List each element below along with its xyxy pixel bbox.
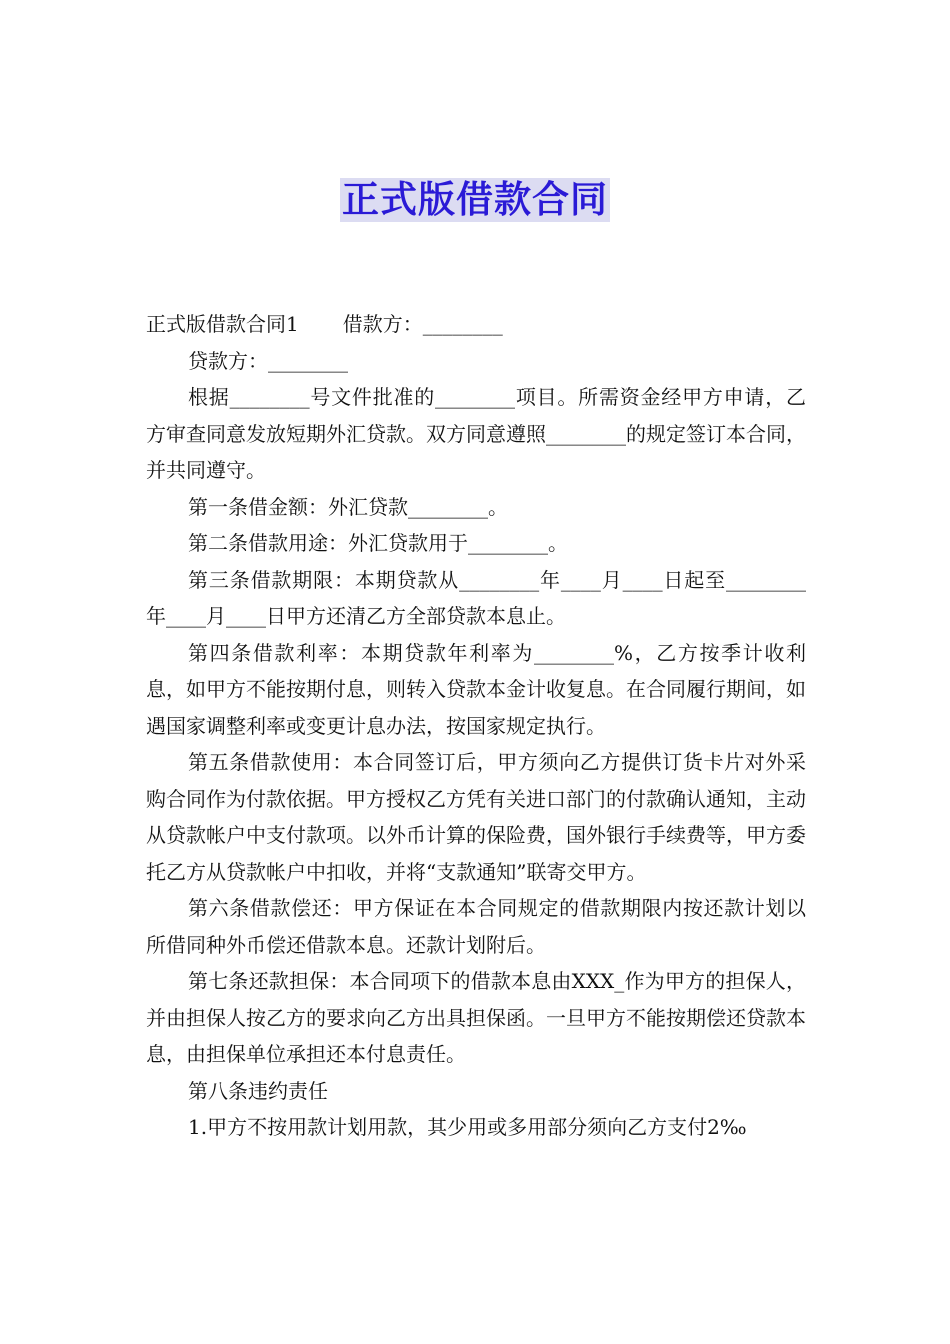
document-body (146, 306, 806, 1146)
document-title: 正式版借款合同 (342, 178, 608, 221)
paragraph-opening (146, 306, 806, 343)
clause-7-guarantee: 第七条还款担保：本合同项下的借款本息由XXX_作为甲方的担保人，并由担保人按乙方的要求向乙方出具担保函。一旦甲方不能按期偿还贷款本息，由担保单位承担还本付息责任。 (146, 969, 806, 1066)
clause-8-liability: 第八条违约责任 (188, 1078, 328, 1103)
paragraph-preamble: 根据________号文件批准的________项目。所需资金经甲方申请，乙方审查同意发放短期外汇贷款。双方同意遵照________的规定签订本合同，并共同遵守。 (146, 385, 806, 482)
clause-3-term: 第三条借款期限：本期贷款从________年____月____日起至________年____月____日甲方还清乙方全部贷款本息止。 (146, 567, 806, 628)
title-container (0, 178, 950, 222)
clause-4-interest: 第四条借款利率：本期贷款年利率为________%，乙方按季计收利息，如甲方不能按期付息，则转入贷款本金计收复息。在合同履行期间，如遇国家调整利率或变更计息办法，按国家规定执行。 (146, 640, 806, 738)
contract-heading: 正式版借款合同1 (146, 312, 299, 336)
clause-1-amount: 第一条借金额：外汇贷款________。 (188, 494, 508, 519)
clause-6-repayment: 第六条借款偿还：甲方保证在本合同规定的借款期限内按还款计划以所借同种外币偿还借款本息。还款计划附后。 (146, 896, 806, 957)
borrower-line: 借款方：________ (342, 312, 503, 336)
clause-5-usage: 第五条借款使用：本合同签订后，甲方须向乙方提供订货卡片对外采购合同作为付款依据。甲方授权乙方凭有关进口部门的付款确认通知，主动从贷款帐户中支付款项。以外币计算的保险费，国外银行手续费等，甲方委托乙方从贷款帐户中扣收，并将“支款通知”联寄交甲方。 (146, 750, 806, 884)
clause-8-item-1: 1.甲方不按用款计划用款，其少用或多用部分须向乙方支付2‰ (188, 1115, 747, 1139)
clause-2-purpose: 第二条借款用途：外汇贷款用于________。 (188, 531, 568, 555)
lender-line: 贷款方：________ (188, 348, 348, 373)
